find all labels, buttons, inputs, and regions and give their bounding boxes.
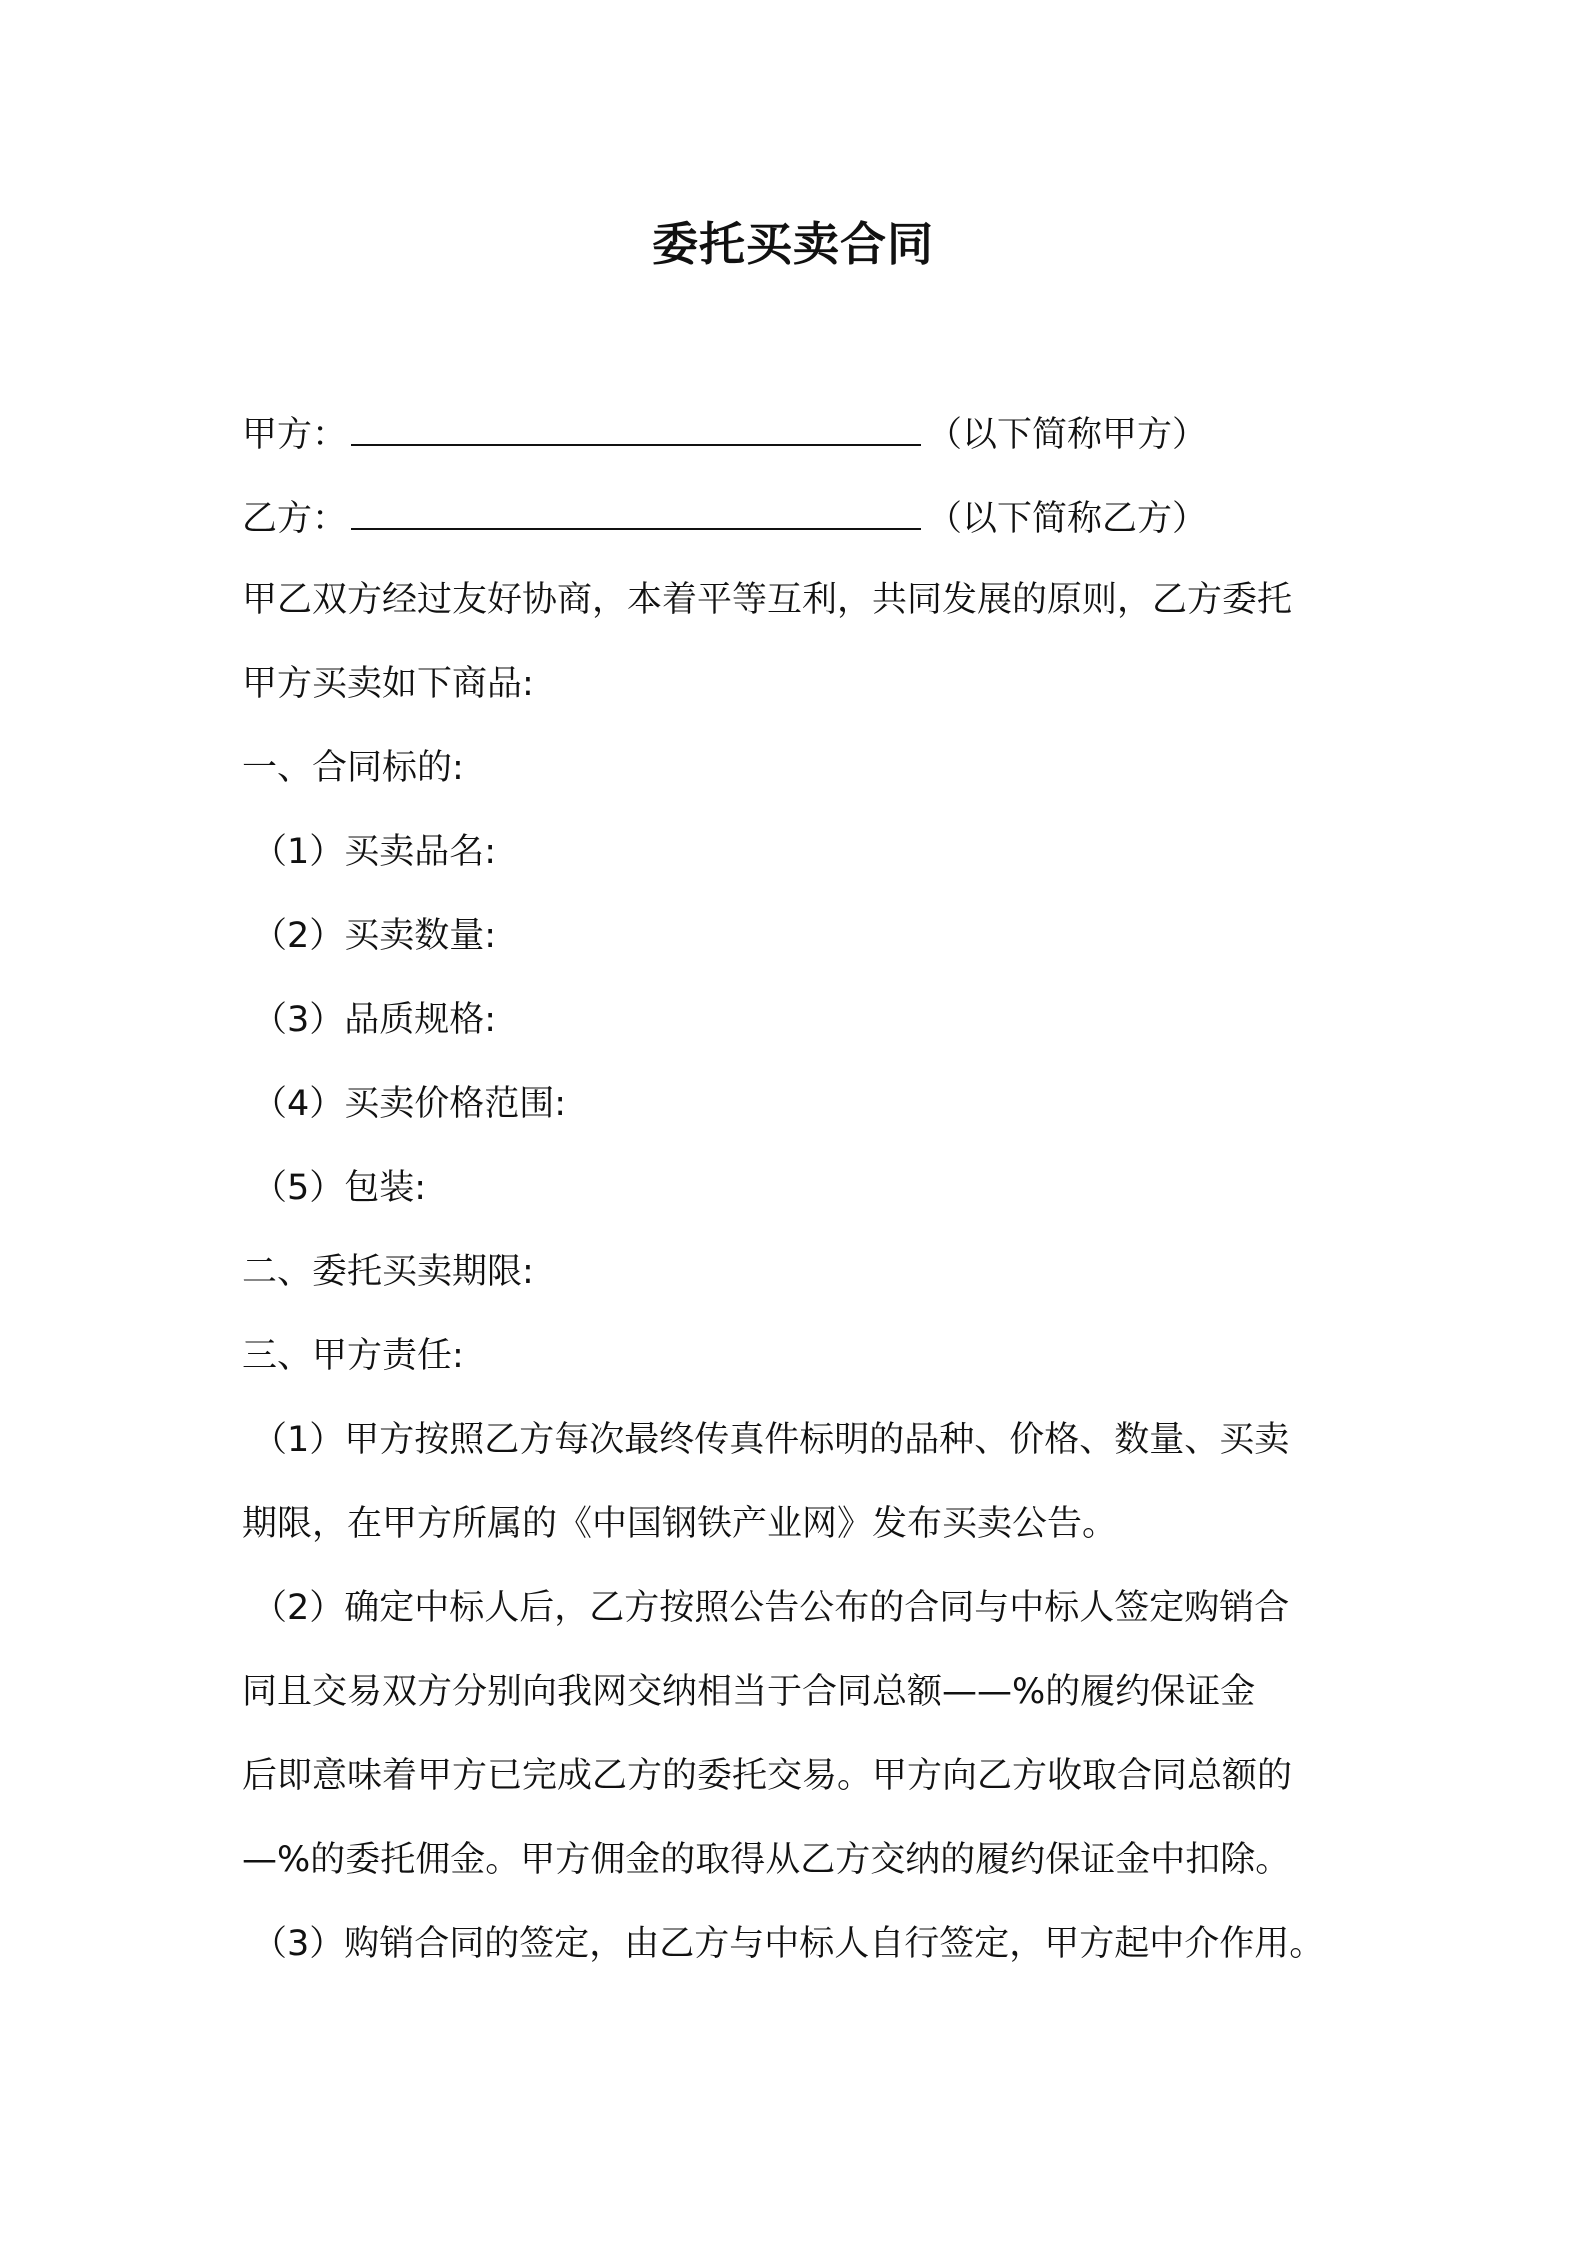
section1-item-2: （2）买卖数量: <box>252 916 497 956</box>
section1-heading: 一、合同标的: <box>242 748 464 788</box>
party-a-blank <box>351 408 921 446</box>
section1-item-1: （1）买卖品名: <box>252 832 497 872</box>
section3-item1-line-1: （1）甲方按照乙方每次最终传真件标明的品种、价格、数量、买卖 <box>252 1420 1290 1460</box>
section1-item-5: （5）包装: <box>252 1168 427 1208</box>
party-b-label: 乙方： <box>242 499 348 539</box>
section3-item1-line-2: 期限，在甲方所属的《中国钢铁产业网》发布买卖公告。 <box>242 1504 1118 1544</box>
party-b-suffix: （以下简称乙方） <box>927 499 1208 539</box>
section3-item2-line-2: 同且交易双方分别向我网交纳相当于合同总额——%的履约保证金 <box>242 1672 1256 1712</box>
section3-heading: 三、甲方责任: <box>242 1336 464 1376</box>
party-a-suffix: （以下简称甲方） <box>927 415 1208 455</box>
party-a-line <box>242 408 1207 459</box>
intro-line-2: 甲方买卖如下商品: <box>242 664 534 704</box>
party-a-label: 甲方： <box>242 415 348 455</box>
party-b-blank <box>351 492 921 530</box>
section3-item2-line-3: 后即意味着甲方已完成乙方的委托交易。甲方向乙方收取合同总额的 <box>242 1756 1293 1796</box>
section3-item3-line-1: （3）购销合同的签定，由乙方与中标人自行签定，甲方起中介作用。 <box>252 1924 1325 1964</box>
document-title: 委托买卖合同 <box>652 217 934 271</box>
section2-heading: 二、委托买卖期限: <box>242 1252 534 1292</box>
section3-item2-line-4: —%的委托佣金。甲方佣金的取得从乙方交纳的履约保证金中扣除。 <box>242 1840 1291 1880</box>
section3-item2-line-1: （2）确定中标人后，乙方按照公告公布的合同与中标人签定购销合 <box>252 1588 1290 1628</box>
intro-line-1: 甲乙双方经过友好协商，本着平等互利，共同发展的原则，乙方委托 <box>242 580 1293 620</box>
section1-item-4: （4）买卖价格范围: <box>252 1084 567 1124</box>
section1-item-3: （3）品质规格: <box>252 1000 497 1040</box>
party-b-line <box>242 492 1207 543</box>
